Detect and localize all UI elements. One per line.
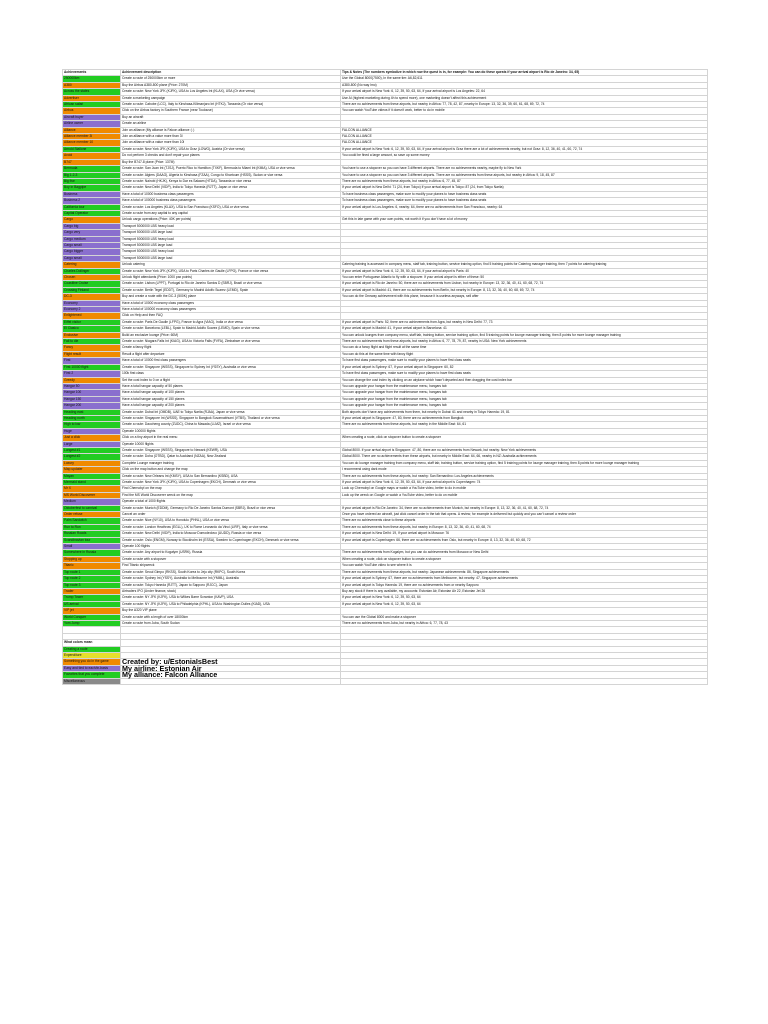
achievement-description-cell[interactable]: Operate 10000 flights [121, 441, 341, 447]
achievement-name-cell[interactable]: Longest #1 [63, 447, 121, 453]
achievement-description-cell[interactable]: Transport 5000000 LBS heavy load [121, 223, 341, 229]
achievement-description-cell[interactable]: Build an exclusive lounge (Price: 60M) [121, 332, 341, 338]
achievement-tip-cell[interactable]: Catering training is accessed in company menu, staff tab, training button, service training option, find 5 training points for Catering manager training, then 7 points for catering training [341, 262, 708, 268]
achievement-name-cell[interactable]: Crossing Finland [63, 287, 121, 293]
achievement-description-cell[interactable]: Have a total hangar capacity of 50 planes [121, 383, 341, 389]
achievement-description-cell[interactable]: Create a route: Barcelona (LEBL), Spain to Madrid Adolfo Suarez (LEMD), Spain or vice versa [121, 326, 341, 332]
achievement-description-cell[interactable]: Have a total hangar capacity of 100 planes [121, 390, 341, 396]
legend-color-swatch[interactable]: Favorites that you complete [63, 672, 121, 678]
achievement-description-cell[interactable]: Create a marketing campaign [121, 95, 341, 101]
achievement-description-cell[interactable]: Click on a tiny airport in the real menu [121, 435, 341, 441]
achievement-tip-cell[interactable]: If your arrival airport is Tokyo Haneda: 19, there are no achievements from or nearby Sapporo [341, 582, 708, 588]
achievement-description-cell[interactable]: Airtraders IPO (Under finance, stock) [121, 588, 341, 594]
achievement-name-cell[interactable]: Economy [63, 300, 121, 306]
achievement-name-cell[interactable]: Cargo medium [63, 236, 121, 242]
achievement-tip-cell[interactable]: Global 8000. There are no achievements from these airports, but nearby in Middle East: 64, 66, nearby in NZ: Australia achievements [341, 454, 708, 460]
achievement-name-cell[interactable]: First [63, 358, 121, 364]
achievement-tip-cell[interactable]: There are no achievements from these airports, but nearby in Africa: 6, 77, 45, 87 [341, 178, 708, 184]
achievement-description-cell[interactable]: Create a route: Algiers (DAAG), Algeria to Kinshasa (FZAA), Congo to Khartoum (HSSS), Sudan or vice versa [121, 172, 341, 178]
achievement-description-cell[interactable]: Result a flight after departure [121, 351, 341, 357]
achievement-name-cell[interactable]: Alliance member 10 [63, 140, 121, 146]
achievement-description-cell[interactable]: Create a route: New York JFK (KJFK), USA to Paris Charles de Gaulle (LFPG), France or vice versa [121, 268, 341, 274]
achievement-description-cell[interactable]: Buy an aircraft [121, 114, 341, 120]
achievement-tip-cell[interactable]: If your arrival airport is New Delhi: 71 (24, from Tokyo) If your arrival airport is Tokyo: 87 (24, from Tokyo Narita) [341, 185, 708, 191]
achievement-description-cell[interactable]: Create a route: Lisbon (LPPT), Portugal to Rio de Janeiro Santos D (SBRJ), Brazil or vice versa [121, 281, 341, 287]
achievement-name-cell[interactable]: Map updater [63, 467, 121, 473]
legend-color-swatch[interactable]: Expenditure [63, 652, 121, 658]
achievement-name-cell[interactable]: Stopping up [63, 556, 121, 562]
achievement-tip-cell[interactable]: If your arrival airport is New York: 6, 12, 39, 50, 63, 64, If your arrival airport is Copenhagen: 74 [341, 480, 708, 486]
achievement-tip-cell[interactable]: If your arrival airport is New York: 6, 12, 39, 50, 63, 64, If your arrival airport is Graz there are a lot of achievements nearby, but not Graz: 8, 12, 36, 40, 41, 60, 72, 74 [341, 146, 708, 152]
achievement-tip-cell[interactable]: To have business class passengers, make sure to modify your planes to have business class seats [341, 191, 708, 197]
achievement-tip-cell[interactable]: You can upgrade your hangar from the maintenance menu, hangars tab [341, 390, 708, 396]
achievement-name-cell[interactable]: Cargo small [63, 242, 121, 248]
achievement-tip-cell[interactable]: There are no achievements from these airports, but nearby in Europe: 8, 13, 32, 36, 40, 41, 60, 68, 74 [341, 524, 708, 530]
achievement-tip-cell[interactable]: FALCON ALLIANCE [341, 140, 708, 146]
achievement-name-cell[interactable]: Coastline Cruise [63, 281, 121, 287]
achievement-description-cell[interactable]: Create a route: Singapore (WSSS), Singapore to Sydney Int (YSSY), Australia or vice versa [121, 364, 341, 370]
achievement-tip-cell[interactable]: Once you have ordered an aircraft, just click cancel order in the tab that opens. A review, for example is delivered but quickly and you can't cancel a review order [341, 512, 708, 518]
achievement-description-cell[interactable]: Create a route: New Delhi (VIDP), India to Moscow Domodedovo (UUDD), Russia or vice versa [121, 531, 341, 537]
achievement-name-cell[interactable]: Greedy [63, 377, 121, 383]
achievement-name-cell[interactable]: Mermaid stand [63, 480, 121, 486]
achievement-name-cell[interactable]: Cargo [63, 217, 121, 223]
achievement-name-cell[interactable]: Just a click [63, 435, 121, 441]
achievement-name-cell[interactable]: Titanic [63, 563, 121, 569]
legend-row [63, 678, 708, 684]
achievement-name-cell[interactable]: Avoid [63, 153, 121, 159]
achievement-name-cell[interactable]: Russian Roads [63, 531, 121, 537]
achievement-tip-cell[interactable]: You can do a fancy flight and flight result at the same time [341, 345, 708, 351]
achievement-tip-cell[interactable]: A380-800 (No way lmo) [341, 82, 708, 88]
spreadsheet [62, 69, 707, 685]
achievement-tip-cell[interactable]: When creating a route, click on stopover button to create a stopover [341, 556, 708, 562]
achievement-tip-cell[interactable]: Look up the wreck on Google or watch a YouTube video, better to do on mobile [341, 492, 708, 498]
achievement-name-cell[interactable]: Charles Dollinger [63, 268, 121, 274]
achievement-description-cell[interactable]: Create a route: Singapore Int (WSSS), Singapore to Bangkok Suvarnabhumi (VTBS), Thailand or vice versa [121, 415, 341, 421]
achievement-description-cell[interactable]: Have a total hangar capacity of 150 planes [121, 396, 341, 402]
achievement-name-cell[interactable]: US arrival [63, 601, 121, 607]
achievement-tip-cell[interactable]: If your arrival airport is New York: 6, 12, 39, 50, 63, 64, If your arrival airport is Los Angeles: 22, 64 [341, 89, 708, 95]
achievement-name-cell[interactable]: Heading east [63, 409, 121, 415]
achievement-name-cell[interactable]: El Clasico [63, 326, 121, 332]
achievement-name-cell[interactable]: Economy 2 [63, 307, 121, 313]
achievement-description-cell[interactable]: Have a total of 10000 economy class passengers [121, 300, 341, 306]
achievement-description-cell[interactable]: Create a route: Paris De Gaulle (LFPG), France to Agra (VIAG), India or vice versa [121, 319, 341, 325]
achievement-description-cell[interactable]: Create a route from Juba, South Sudan [121, 620, 341, 626]
achievement-description-cell[interactable]: Create a route: New York JFK (KJFK), USA to Copenhagen (EKCH), Denmark or vice versa [121, 480, 341, 486]
achievement-tip-cell[interactable]: Both airports don't have any achievements from them, but nearby in Dubai: 61 and nearby in Tokyo Haneda: 19, 81 [341, 409, 708, 415]
achievement-description-cell[interactable]: Transport 5000000 LBS large load [121, 230, 341, 236]
achievement-description-cell[interactable]: Click on the map button and change the map [121, 467, 341, 473]
achievement-name-cell[interactable]: Top route 2 [63, 576, 121, 582]
achievement-description-cell[interactable]: Create a route: Dubai Int (OMDB), UAE to Tokyo Narita (RJAA), Japan or vice versa [121, 409, 341, 415]
achievement-tip-cell[interactable]: If your arrival airport is Sydney: 67, If your arrival airport is Singapore: 60, 82 [341, 364, 708, 370]
achievement-tip-cell[interactable]: FALCON ALLIANCE [341, 127, 708, 133]
achievement-tip-cell[interactable]: Buy any stock if there is any available, my accounts: Estonian Air, Estonian Air 22, Estonian Jet 26 [341, 588, 708, 594]
table-row [63, 332, 708, 338]
achievement-name-cell[interactable]: Top route 3 [63, 582, 121, 588]
achievement-name-cell[interactable]: Scandinavian tour [63, 537, 121, 543]
achievement-description-cell[interactable]: Create a route: New York JFK (KJFK), USA to Los Angeles Int (KLAX), USA (Or vice versa) [121, 89, 341, 95]
achievement-description-cell[interactable]: Create a route: Daocheng county (ZUDC), China to Masada (LLMZ), Israel or vice versa [121, 422, 341, 428]
achievement-tip-cell[interactable]: There are no achievements from these airports, but nearby: Japanese achievements: 86, Singapore achievements [341, 569, 708, 575]
achievement-name-cell[interactable]: First 2 [63, 371, 121, 377]
achievement-tip-cell[interactable]: There are no achievements from these airports, but nearby in Africa: 6, 77, 78, 79, 87, nearby in USA: New York achievements [341, 339, 708, 345]
achievement-name-cell[interactable]: Small [63, 544, 121, 550]
achievement-tip-cell[interactable]: To have first class passengers, make sure to modify your planes to have first class seats [341, 358, 708, 364]
achievement-name-cell[interactable]: Trader [63, 588, 121, 594]
achievement-description-cell[interactable]: Transport 5000000 LBS heavy load [121, 236, 341, 242]
achievement-description-cell[interactable]: Find Titanic shipwreck [121, 563, 341, 569]
achievement-description-cell[interactable]: Create a route: New Orleans Int (KMSY), USA to San Bernardino (KSBD), USA [121, 473, 341, 479]
achievement-tip-cell[interactable]: You can unlock lounges from company menu, staff tab, training button, service training option, find 5 training points for lounge manager training, then 8 points for more lounge manager training [341, 332, 708, 338]
achievement-name-cell[interactable]: MS World Discoverer [63, 492, 121, 498]
achievement-description-cell[interactable]: Create a route: Sydney Int (YSSY), Australia to Melbourne Int (YMML), Australia [121, 576, 341, 582]
achievement-description-cell[interactable]: Create a route: New York JFK (KJFK), USA to Graz (LOWG), Austria (Or vice versa) [121, 146, 341, 152]
creator-credit[interactable]: Created by: u/EstoniaIsBest [121, 659, 341, 665]
achievement-name-cell[interactable]: High to low [63, 422, 121, 428]
achievement-tip-cell[interactable]: FALCON ALLIANCE [341, 134, 708, 140]
achievement-name-cell[interactable]: Across the states [63, 89, 121, 95]
achievement-tip-cell[interactable]: Use AI (highest marketing during 4h to spend more), one marketing doesn't affect this achievement [341, 95, 708, 101]
achievement-name-cell[interactable]: Boy in Bagpipe [63, 185, 121, 191]
achievement-name-cell[interactable]: Trump Tower [63, 595, 121, 601]
achievement-tip-cell[interactable]: If your arrival airport is New Delhi: 19, If your arrival airport is Moscow: 76 [341, 531, 708, 537]
achievement-name-cell[interactable]: Eiffel visitor [63, 319, 121, 325]
achievement-tip-cell[interactable]: If your arrival airport is Madrid: 41, there are no achievements from Berlin, but nearby in Europe: 8, 13, 32, 36, 40, 60, 68, 69, 72, 74 [341, 287, 708, 293]
achievement-name-cell[interactable]: Mayan [63, 473, 121, 479]
achievement-description-cell[interactable]: Join an alliance with a value more than 10I [121, 140, 341, 146]
achievement-name-cell[interactable]: Business 2 [63, 198, 121, 204]
achievement-name-cell[interactable]: Hangar 150 [63, 396, 121, 402]
achievement-tip-cell[interactable]: Global 8000. If your arrival airport is Singapore: 47, 80, there are no achievements from Newark, but nearby: New York achievements [341, 447, 708, 453]
achievement-description-cell[interactable]: Buy the Airbus A380-800 plane (Price: 270M) [121, 82, 341, 88]
achievement-description-cell[interactable]: Create a route: NY JFK (KJFK), USA to Philadelphia (KPHL), USA to Washington Dulles (KIAD), USA [121, 601, 341, 607]
achievement-tip-cell[interactable]: If your arrival airport is Los Angeles: 6, nearby: 64, there are no achievements from San Francisco, nearby: 64 [341, 204, 708, 210]
achievement-description-cell[interactable]: Transport 5000000 LBS heavy load [121, 249, 341, 255]
achievement-name-cell[interactable]: Longest #2 [63, 454, 121, 460]
achievement-name-cell[interactable]: Big five [63, 178, 121, 184]
achievement-tip-cell[interactable]: You have to use a stopover so you can have 3 different airports. There are no achievements from these airports, but nearby in Africa: 9, 18, 45, 87 [341, 172, 708, 178]
achievement-name-cell[interactable]: Arnold Stallone [63, 146, 121, 152]
legend-color-swatch[interactable]: Creating a route [63, 646, 121, 652]
achievement-description-cell[interactable]: Create a route: Nairobi (HKJK), Kenya to Dar es Salaam (HTDA), Tanzania or vice versa [121, 178, 341, 184]
achievement-name-cell[interactable]: Alliance [63, 127, 121, 133]
achievement-description-cell[interactable]: Create an airline [121, 121, 341, 127]
achievement-tip-cell[interactable]: You can do the Oneway achievement with this plane, because it is useless anyways, sell after [341, 294, 708, 300]
achievement-name-cell[interactable]: Hangar 50 [63, 383, 121, 389]
achievement-description-cell[interactable]: Buy and create a route with the DC-3 (500K) plane [121, 294, 341, 300]
achievement-tip-cell[interactable]: You can upgrade your hangar from the maintenance menu, hangars tab [341, 403, 708, 409]
achievement-name-cell[interactable]: Big 1-2-3 [63, 172, 121, 178]
achievement-description-cell[interactable]: Buy the B747-8 plane (Price: 137M) [121, 159, 341, 165]
achievement-tip-cell[interactable]: You can do lounge manager training from company menu, staff tab, training button, service training option, find 5 training points for lounge manager training, then 8 points for more lounge manager training [341, 460, 708, 466]
achievement-name-cell[interactable]: DC-3 [63, 294, 121, 300]
legend-color-swatch[interactable]: Easy and tied to each/in-basis [63, 665, 121, 671]
achievement-description-cell[interactable]: Create a route: Munich (EDDM), Germany to Rio De Janeiro Santos Dumont (SBRJ), Brazil or vice versa [121, 505, 341, 511]
achievement-description-cell[interactable]: Transport 5000000 LBS large load [121, 242, 341, 248]
achievement-name-cell[interactable]: First 10000 flight [63, 364, 121, 370]
achievements-table [62, 69, 708, 685]
achievement-description-cell[interactable]: Create a route: Berlin Tegel (EDDT), Germany to Madrid Adolfo Suarez (LEMD), Spain [121, 287, 341, 293]
achievement-tip-cell[interactable]: If your arrival airport is Paris: 52, there are no achievements from Agra, but nearby in New Delhi: 77, 73 [341, 319, 708, 325]
achievement-description-cell[interactable]: Have a total of 10000 first class passengers [121, 358, 341, 364]
achievement-name-cell[interactable]: Order refuse [63, 512, 121, 518]
achievement-name-cell[interactable]: Airline owner [63, 121, 121, 127]
achievement-description-cell[interactable]: Unlock catering [121, 262, 341, 268]
achievement-description-cell[interactable]: Join an alliance with a value more than 3I [121, 134, 341, 140]
empty-cell[interactable] [341, 678, 708, 684]
achievement-tip-cell[interactable]: If your arrival airport is Rio de Janeiro: 50, there are no achievements from Lisbon, but nearby in Europe: 13, 32, 36, 40, 41, 60, 68, 72, 74 [341, 281, 708, 287]
achievement-tip-cell[interactable]: There are no achievements from these airports, but nearby in Africa: 77, 78, 42, 87, nearby in Europe: 13, 32, 36, 39, 60, 61, 68, 69, 72, 74 [341, 102, 708, 108]
achievement-name-cell[interactable]: Flight result [63, 351, 121, 357]
achievement-name-cell[interactable]: Luxury [63, 460, 121, 466]
achievement-description-cell[interactable]: 100k first class [121, 371, 341, 377]
achievement-description-cell[interactable]: Create a route: Singapore (WSSS), Singapore to Newark (KEWR), USA [121, 447, 341, 453]
achievement-name-cell[interactable]: Airbus [63, 108, 121, 114]
header-achievements[interactable]: Achievements [63, 70, 121, 76]
achievement-description-cell[interactable]: Operate 100000 flights [121, 428, 341, 434]
table-row [63, 460, 708, 466]
achievement-tip-cell[interactable]: If your arrival airport is New York: 6, 12, 39, 50, 63, 64, If your arrival airport is Paris: 40 [341, 268, 708, 274]
achievement-name-cell[interactable]: Medium [63, 499, 121, 505]
achievement-name-cell[interactable]: Palm Sandwich [63, 518, 121, 524]
achievement-name-cell[interactable]: B747 [63, 159, 121, 165]
achievement-tip-cell[interactable]: You could be fined a large amount, so save up some money [341, 153, 708, 159]
achievement-name-cell[interactable]: Heading north [63, 415, 121, 421]
achievement-name-cell[interactable]: Cargo big [63, 223, 121, 229]
achievement-description-cell[interactable]: Have a total hangar capacity of 200 planes [121, 403, 341, 409]
achievement-tip-cell[interactable]: You can upgrade your hangar from the maintenance menu, hangars tab [341, 383, 708, 389]
achievement-tip-cell[interactable]: If your arrival airport is New York: 6, 12, 39, 50, 63, 64 [341, 595, 708, 601]
achievement-tip-cell[interactable]: When creating a route, click on stopover button to create a stopover [341, 435, 708, 441]
achievement-name-cell[interactable]: 250000km [63, 76, 121, 82]
achievement-description-cell[interactable]: Create a route: Niagara Falls Int (KIAG), USA to Victoria Falls (FVFA), Zimbabwe or vice versa [121, 339, 341, 345]
achievement-description-cell[interactable]: Have a total of 100000 economy class passengers [121, 307, 341, 313]
achievement-tip-cell[interactable]: You can watch YouTube video to see where it is [341, 563, 708, 569]
achievement-tip-cell[interactable]: There are no achievements from these airports, but nearby: San Bernardino: Los Angeles achievements [341, 473, 708, 479]
achievement-name-cell[interactable]: Yom Jump [63, 620, 121, 626]
achievement-name-cell[interactable]: Fall to die [63, 339, 121, 345]
achievement-description-cell[interactable]: Create a route of 250000km or more [121, 76, 341, 82]
achievement-description-cell[interactable]: Buy the A320 VIP plane [121, 608, 341, 614]
achievement-name-cell[interactable]: Fancy [63, 345, 121, 351]
achievement-tip-cell[interactable]: You can upgrade your hangar from the maintenance menu, hangars tab [341, 396, 708, 402]
achievement-description-cell[interactable]: Create a route with a length of over 18000km [121, 614, 341, 620]
achievement-tip-cell[interactable]: Use the Global 8000(7500), In the same tier: A6,82,611 [341, 76, 708, 82]
achievement-name-cell[interactable]: Alliance member 3I [63, 134, 121, 140]
legend-color-swatch[interactable]: Miscellaneous [63, 678, 121, 684]
achievement-name-cell[interactable]: Mr X [63, 486, 121, 492]
achievement-description-cell[interactable]: Create a route: Los Angeles (KLAX), USA to San Francisco (KSFO), USA or vice versa [121, 204, 341, 210]
achievement-tip-cell[interactable]: I recommend using dark mode [341, 467, 708, 473]
achievement-name-cell[interactable]: Somewhere in Russia [63, 550, 121, 556]
achievement-description-cell[interactable]: Unlock cargo operations (Price: 40K per points) [121, 217, 341, 223]
achievement-description-cell[interactable]: Create a route: Oslo (ENGM), Norway to Stockholm Int (ESSA), Sweden to Copenhagen (EKCH), Denmark or vice versa [121, 537, 341, 543]
achievement-description-cell[interactable]: Click on Help and then FAQ [121, 313, 341, 319]
achievement-name-cell[interactable]: World Conquer [63, 614, 121, 620]
achievement-name-cell[interactable]: Advertiser [63, 95, 121, 101]
achievement-tip-cell[interactable]: You can use the Global 8000 and make a stopover [341, 614, 708, 620]
achievement-name-cell[interactable]: Bermuda [63, 166, 121, 172]
achievement-tip-cell[interactable]: If your arrival airport is Rio De Janeiro: 34, there are no achievements from Munich, but nearby in Europe: 8, 13, 32, 36, 40, 41, 60, 68, 72, 74 [341, 505, 708, 511]
achievement-name-cell[interactable]: Huge [63, 428, 121, 434]
achievement-description-cell[interactable]: Join an alliance (My alliance is Falcon alliance :) ) [121, 127, 341, 133]
achievement-description-cell[interactable]: Operate 100 flights [121, 544, 341, 550]
achievement-description-cell[interactable]: Create a route: Any airport to Kogalym (USRK), Russia [121, 550, 341, 556]
achievement-name-cell[interactable]: Business [63, 191, 121, 197]
achievement-name-cell[interactable]: Cargo bigger [63, 249, 121, 255]
header-description[interactable]: Achievement description [121, 70, 341, 76]
achievement-name-cell[interactable]: Catering [63, 262, 121, 268]
achievement-description-cell[interactable]: Complete Lounge manager training [121, 460, 341, 466]
achievement-name-cell[interactable]: Oktoberfest to carnival [63, 505, 121, 511]
achievement-description-cell[interactable]: Create a route with a stopover [121, 556, 341, 562]
achievement-tip-cell[interactable]: You have to use a stopover so you can have 3 different airports. There are no achievements nearby, maybe fly to New York [341, 166, 708, 172]
achievement-tip-cell[interactable]: You can do this at the same time with fancy flight [341, 351, 708, 357]
achievement-description-cell[interactable]: Do not perform 3 checks and don't repair your planes [121, 153, 341, 159]
achievement-tip-cell[interactable]: To have business class passengers, make sure to modify your planes to have business class seats [341, 198, 708, 204]
achievement-tip-cell[interactable]: If your arrival airport is Sydney: 67, there are no achievements from Melbourne, but nearby: 47, Singapore achievements [341, 576, 708, 582]
achievement-description-cell[interactable]: Create a route: Cabobe (LCC), Italy to Kinshasa-Kilimanjaro Int (HTKJ), Tanzania (Or vice versa) [121, 102, 341, 108]
achievement-description-cell[interactable]: Find Chernobyl on the map [121, 486, 341, 492]
achievement-tip-cell[interactable]: There are no achievements from these airports, but nearby in the Middle East: 64, 61 [341, 422, 708, 428]
achievement-description-cell[interactable]: Transport 5000000 LBS large load [121, 255, 341, 261]
achievement-description-cell[interactable]: Unlock flight attendants (Price: 1000 pax points) [121, 275, 341, 281]
achievement-name-cell[interactable]: Chosen [63, 275, 121, 281]
achievement-tip-cell[interactable]: You can enter Portuguese Atlantic to fly with a stopover. If your arrival airport is either of these: 50 [341, 275, 708, 281]
achievement-description-cell[interactable]: Set the cost index to 0 on a flight [121, 377, 341, 383]
achievement-description-cell[interactable]: Find the MS World Discoverer wreck on the map [121, 492, 341, 498]
achievement-tip-cell[interactable]: To have first class passengers, make sure to modify your planes to have first class seats [341, 371, 708, 377]
achievement-tip-cell[interactable]: If your arrival airport is New York: 6, 12, 39, 50, 63, 64 [341, 601, 708, 607]
achievement-name-cell[interactable]: Aircraft buyer [63, 114, 121, 120]
achievement-name-cell[interactable]: Cargo very [63, 230, 121, 236]
airline-credit[interactable]: My airline: Estonian Air [121, 665, 341, 671]
achievement-tip-cell[interactable]: Get this in late game with your own points, not worth it if you don't have a lot of money [341, 217, 708, 223]
achievement-name-cell[interactable]: Run to Run [63, 524, 121, 530]
achievement-description-cell[interactable]: Create a route: Seoul Gimpo (RKSS), South Korea to Jeju city (RKPC), South Korea [121, 569, 341, 575]
achievement-tip-cell[interactable]: You can change the cost index by clicking on an airplane which hasn't departed and then dragging the cost index bar [341, 377, 708, 383]
achievement-name-cell[interactable]: Capital Operator [63, 210, 121, 216]
achievement-tip-cell[interactable]: If your arrival airport is Singapore: 47, 80, there are no achievements from Bangkok [341, 415, 708, 421]
achievement-name-cell[interactable]: African safari [63, 102, 121, 108]
achievement-name-cell[interactable]: California tour [63, 204, 121, 210]
achievement-description-cell[interactable]: Operate a total of 1000 flights [121, 499, 341, 505]
achievement-name-cell[interactable]: Enlightened [63, 313, 121, 319]
achievement-name-cell[interactable]: VIP jet [63, 608, 121, 614]
achievement-tip-cell[interactable]: There are no achievements from Juba, but nearby in Africa: 6, 77, 78, 43 [341, 620, 708, 626]
achievement-description-cell[interactable]: Click on the Airbus factory in Southern France (near Toulouse) [121, 108, 341, 114]
achievement-tip-cell[interactable]: You can watch YouTube videos if it doesn't work, better to do in mobile [341, 108, 708, 114]
achievement-description-cell[interactable]: Create a route: Tokyo Haneda (RJTT), Japan to Sapporo (RJCC), Japan [121, 582, 341, 588]
achievement-description-cell[interactable]: Cancel an order [121, 512, 341, 518]
achievement-name-cell[interactable]: Large [63, 441, 121, 447]
achievement-tip-cell[interactable]: There are no achievements from Kogalym, but you can do achievements from Moscow or New Delhi [341, 550, 708, 556]
achievement-description-cell[interactable]: Create a fancy flight [121, 345, 341, 351]
achievement-tip-cell[interactable]: If your arrival airport is Madrid: 41, If your arrival airport is Barcelona: 41 [341, 326, 708, 332]
legend-color-swatch[interactable]: Something you do in the game [63, 659, 121, 665]
achievement-name-cell[interactable]: Hangar 200 [63, 403, 121, 409]
achievement-description-cell[interactable]: Create a route from any capital to any capital [121, 210, 341, 216]
achievement-description-cell[interactable]: Create a route: Nice (NY10), USA to Honolulu (PHNL), USA or vice versa [121, 518, 341, 524]
achievement-name-cell[interactable]: Cargo small [63, 255, 121, 261]
alliance-credit[interactable]: My alliance: Falcon Alliance [121, 672, 341, 678]
empty-cell[interactable] [121, 678, 341, 684]
achievement-name-cell[interactable]: Top route 1 [63, 569, 121, 575]
achievement-description-cell[interactable]: Create a route: Doha (OTBD), Qatar to Auckland (NZAA), New Zealand [121, 454, 341, 460]
achievement-description-cell[interactable]: Have a total of 10000 business class passengers [121, 191, 341, 197]
header-tips[interactable]: Tips & Notes (The numbers symbolize in which row the quest is in, for example: You can do these quests if your arrival airport is Rio de Janeiro: 34, 65) [341, 70, 708, 76]
achievement-name-cell[interactable]: Exclusive [63, 332, 121, 338]
achievement-description-cell[interactable]: Create a route: NY JFK (KJFK), USA to Wilkes Barre Scranton (KAVP), USA [121, 595, 341, 601]
achievement-name-cell[interactable]: A380 [63, 82, 121, 88]
achievement-description-cell[interactable]: Have a total of 100000 business class passengers [121, 198, 341, 204]
legend-title[interactable]: What colors mean [63, 640, 121, 646]
achievement-name-cell[interactable]: Hangar 100 [63, 390, 121, 396]
achievement-description-cell[interactable]: Create a route: London Heathrow (EGLL), UK to Rome Leonardo da Vinci (LIRF), Italy or vice versa [121, 524, 341, 530]
achievement-description-cell[interactable]: Create a route: San Juan Int (TJSJ), Puerto Rico to Hamilton (TXKF), Bermuda to Miami Int (KMIA), USA or vice versa [121, 166, 341, 172]
achievement-tip-cell[interactable]: If your arrival airport is Copenhagen: 66, there are no achievements from Oslo, but nearby in Europe: 8, 13, 32, 36, 40, 60, 68, 72 [341, 537, 708, 543]
achievement-tip-cell[interactable]: There are no achievements close to these airports [341, 518, 708, 524]
achievement-description-cell[interactable]: Create a route: New Delhi (VIDP), India to Tokyo Haneda (RJTT), Japan or vice versa [121, 185, 341, 191]
achievement-tip-cell[interactable]: Look up Chernobyl on Google maps or watch a YouTube video, better to do in mobile [341, 486, 708, 492]
